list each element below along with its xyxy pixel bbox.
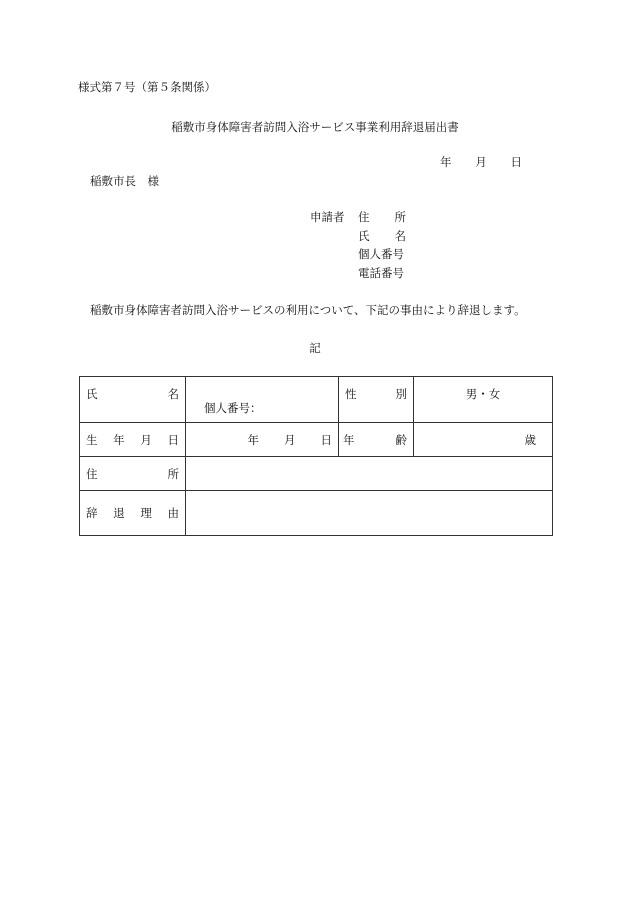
gender-options: 男・女 — [465, 386, 501, 401]
name-input-cell[interactable] — [186, 377, 339, 423]
birthdate-label-cell: 生 年 月 日 — [80, 423, 186, 457]
gender-value-cell[interactable] — [414, 377, 553, 423]
age-input-cell[interactable] — [414, 423, 553, 457]
withdrawal-statement: 稲敷市身体障害者訪問入浴サービスの利用について、下記の事由により辞退します。 — [90, 303, 526, 317]
submission-date-line — [440, 157, 522, 169]
age-unit: 歳 — [524, 432, 536, 447]
ki-heading: 記 — [309, 341, 321, 355]
table-row-reason — [80, 491, 553, 536]
applicant-name-label: 氏 名 — [358, 228, 406, 243]
birth-day-label: 日 — [320, 432, 332, 447]
gender-label-cell: 性 別 — [339, 377, 414, 423]
applicant-phone-label: 電話番号 — [358, 266, 404, 281]
age-label-cell: 年 齢 — [339, 423, 414, 457]
birth-year-label: 年 — [247, 432, 259, 447]
applicant-personal-number-label: 個人番号 — [358, 247, 404, 262]
address-label-cell: 住 所 — [80, 457, 186, 491]
reason-input-cell[interactable] — [186, 491, 553, 536]
date-month-label: 月 — [475, 155, 487, 169]
document-title: 稲敷市身体障害者訪問入浴サービス事業利用辞退届出書 — [171, 120, 459, 134]
withdrawal-form-table — [79, 376, 553, 536]
name-label-cell: 氏 名 — [80, 377, 186, 423]
applicant-role-label: 申請者 — [310, 210, 345, 224]
applicant-address-label: 住 所 — [358, 210, 406, 224]
table-row-birthdate — [80, 423, 553, 457]
personal-number-label: 個人番号： — [204, 401, 262, 415]
birth-month-label: 月 — [284, 432, 296, 447]
table-row-name — [80, 377, 553, 423]
date-day-label: 日 — [510, 155, 522, 169]
birthdate-input-cell[interactable] — [186, 423, 339, 457]
date-year-label: 年 — [440, 155, 452, 169]
address-input-cell[interactable] — [186, 457, 553, 491]
table-row-address — [80, 457, 553, 491]
reason-label-cell: 辞 退 理 由 — [80, 491, 186, 536]
form-number: 様式第７号（第５条関係） — [78, 80, 216, 94]
addressee: 稲敷市長 様 — [90, 174, 159, 188]
